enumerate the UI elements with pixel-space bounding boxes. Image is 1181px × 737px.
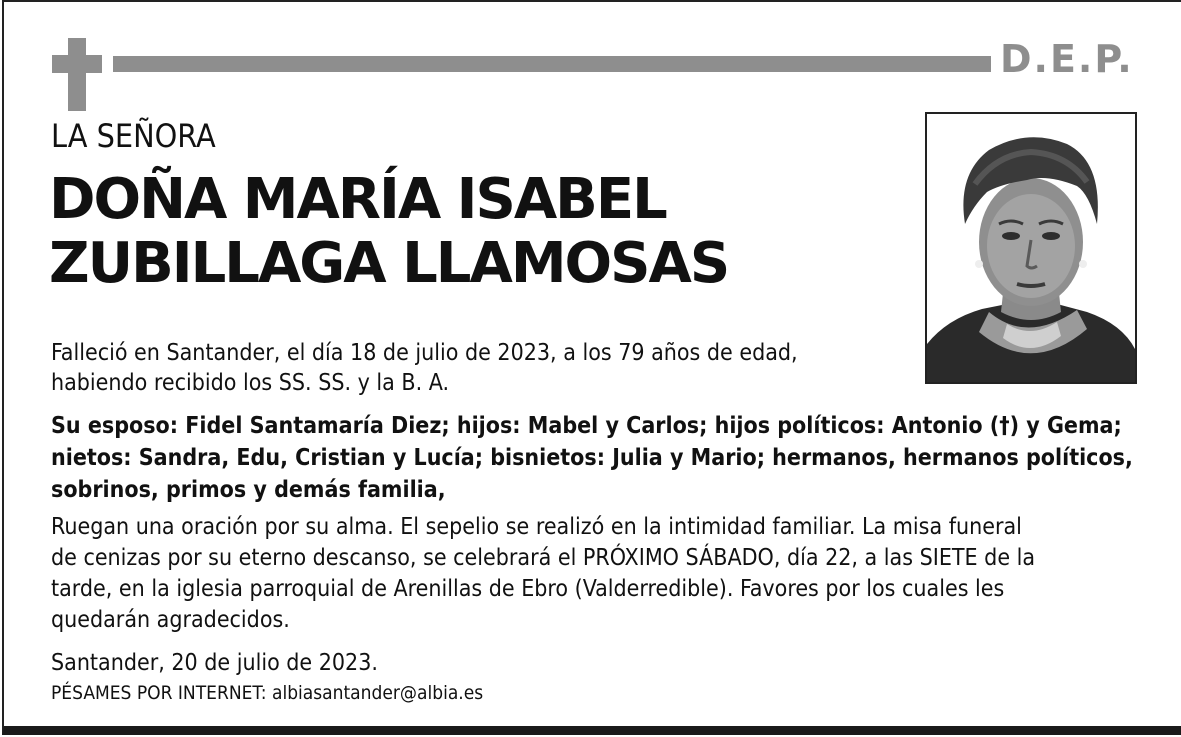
body-line-2: de cenizas por su eterno descanso, se celebrará el PRÓXIMO SÁBADO, día 22, a las SIETE de la — [51, 545, 1036, 571]
intro-line-1: Falleció en Santander, el día 18 de julio de 2023, a los 79 años de edad, — [51, 340, 798, 366]
place-date: Santander, 20 de julio de 2023. — [51, 650, 378, 676]
death-details — [51, 338, 911, 398]
obituary-card — [2, 0, 1181, 735]
portrait-photo — [925, 112, 1137, 384]
condolences-label: PÉSAMES POR INTERNET: — [51, 682, 267, 704]
family-line-2: nietos: Sandra, Edu, Cristian y Lucía; bisnietos: Julia y Mario; hermanos, hermanos políticos, — [51, 445, 1133, 471]
dep-label: D.E.P. — [1000, 37, 1134, 81]
cross-icon-horizontal — [52, 55, 102, 73]
intro-line-2: habiendo recibido los SS. SS. y la B. A. — [51, 370, 450, 396]
cross-icon-vertical — [68, 38, 86, 111]
family-line-1: Su esposo: Fidel Santamaría Diez; hijos: Mabel y Carlos; hijos políticos: Antonio (†) y Gema; — [51, 413, 1122, 439]
name-line-2: ZUBILLAGA LLAMOSAS — [49, 231, 729, 296]
body-line-4: quedarán agradecidos. — [51, 607, 290, 633]
header-rule — [113, 56, 991, 72]
body-line-1: Ruegan una oración por su alma. El sepelio se realizó en la intimidad familiar. La misa funeral — [51, 514, 1022, 540]
family-list — [51, 410, 1151, 506]
condolences-email[interactable]: albiasantander@albia.es — [271, 682, 484, 704]
condolences-line — [51, 680, 483, 706]
funeral-notice — [51, 512, 1161, 636]
name-line-1: DOÑA MARÍA ISABEL — [49, 167, 666, 232]
family-line-3: sobrinos, primos y demás familia, — [51, 477, 446, 503]
deceased-name — [49, 168, 909, 296]
honorific: LA SEÑORA — [51, 117, 216, 155]
body-line-3: tarde, en la iglesia parroquial de Arenillas de Ebro (Valderredible). Favores por los cuales les — [51, 576, 1005, 602]
portrait-image — [927, 114, 1135, 382]
